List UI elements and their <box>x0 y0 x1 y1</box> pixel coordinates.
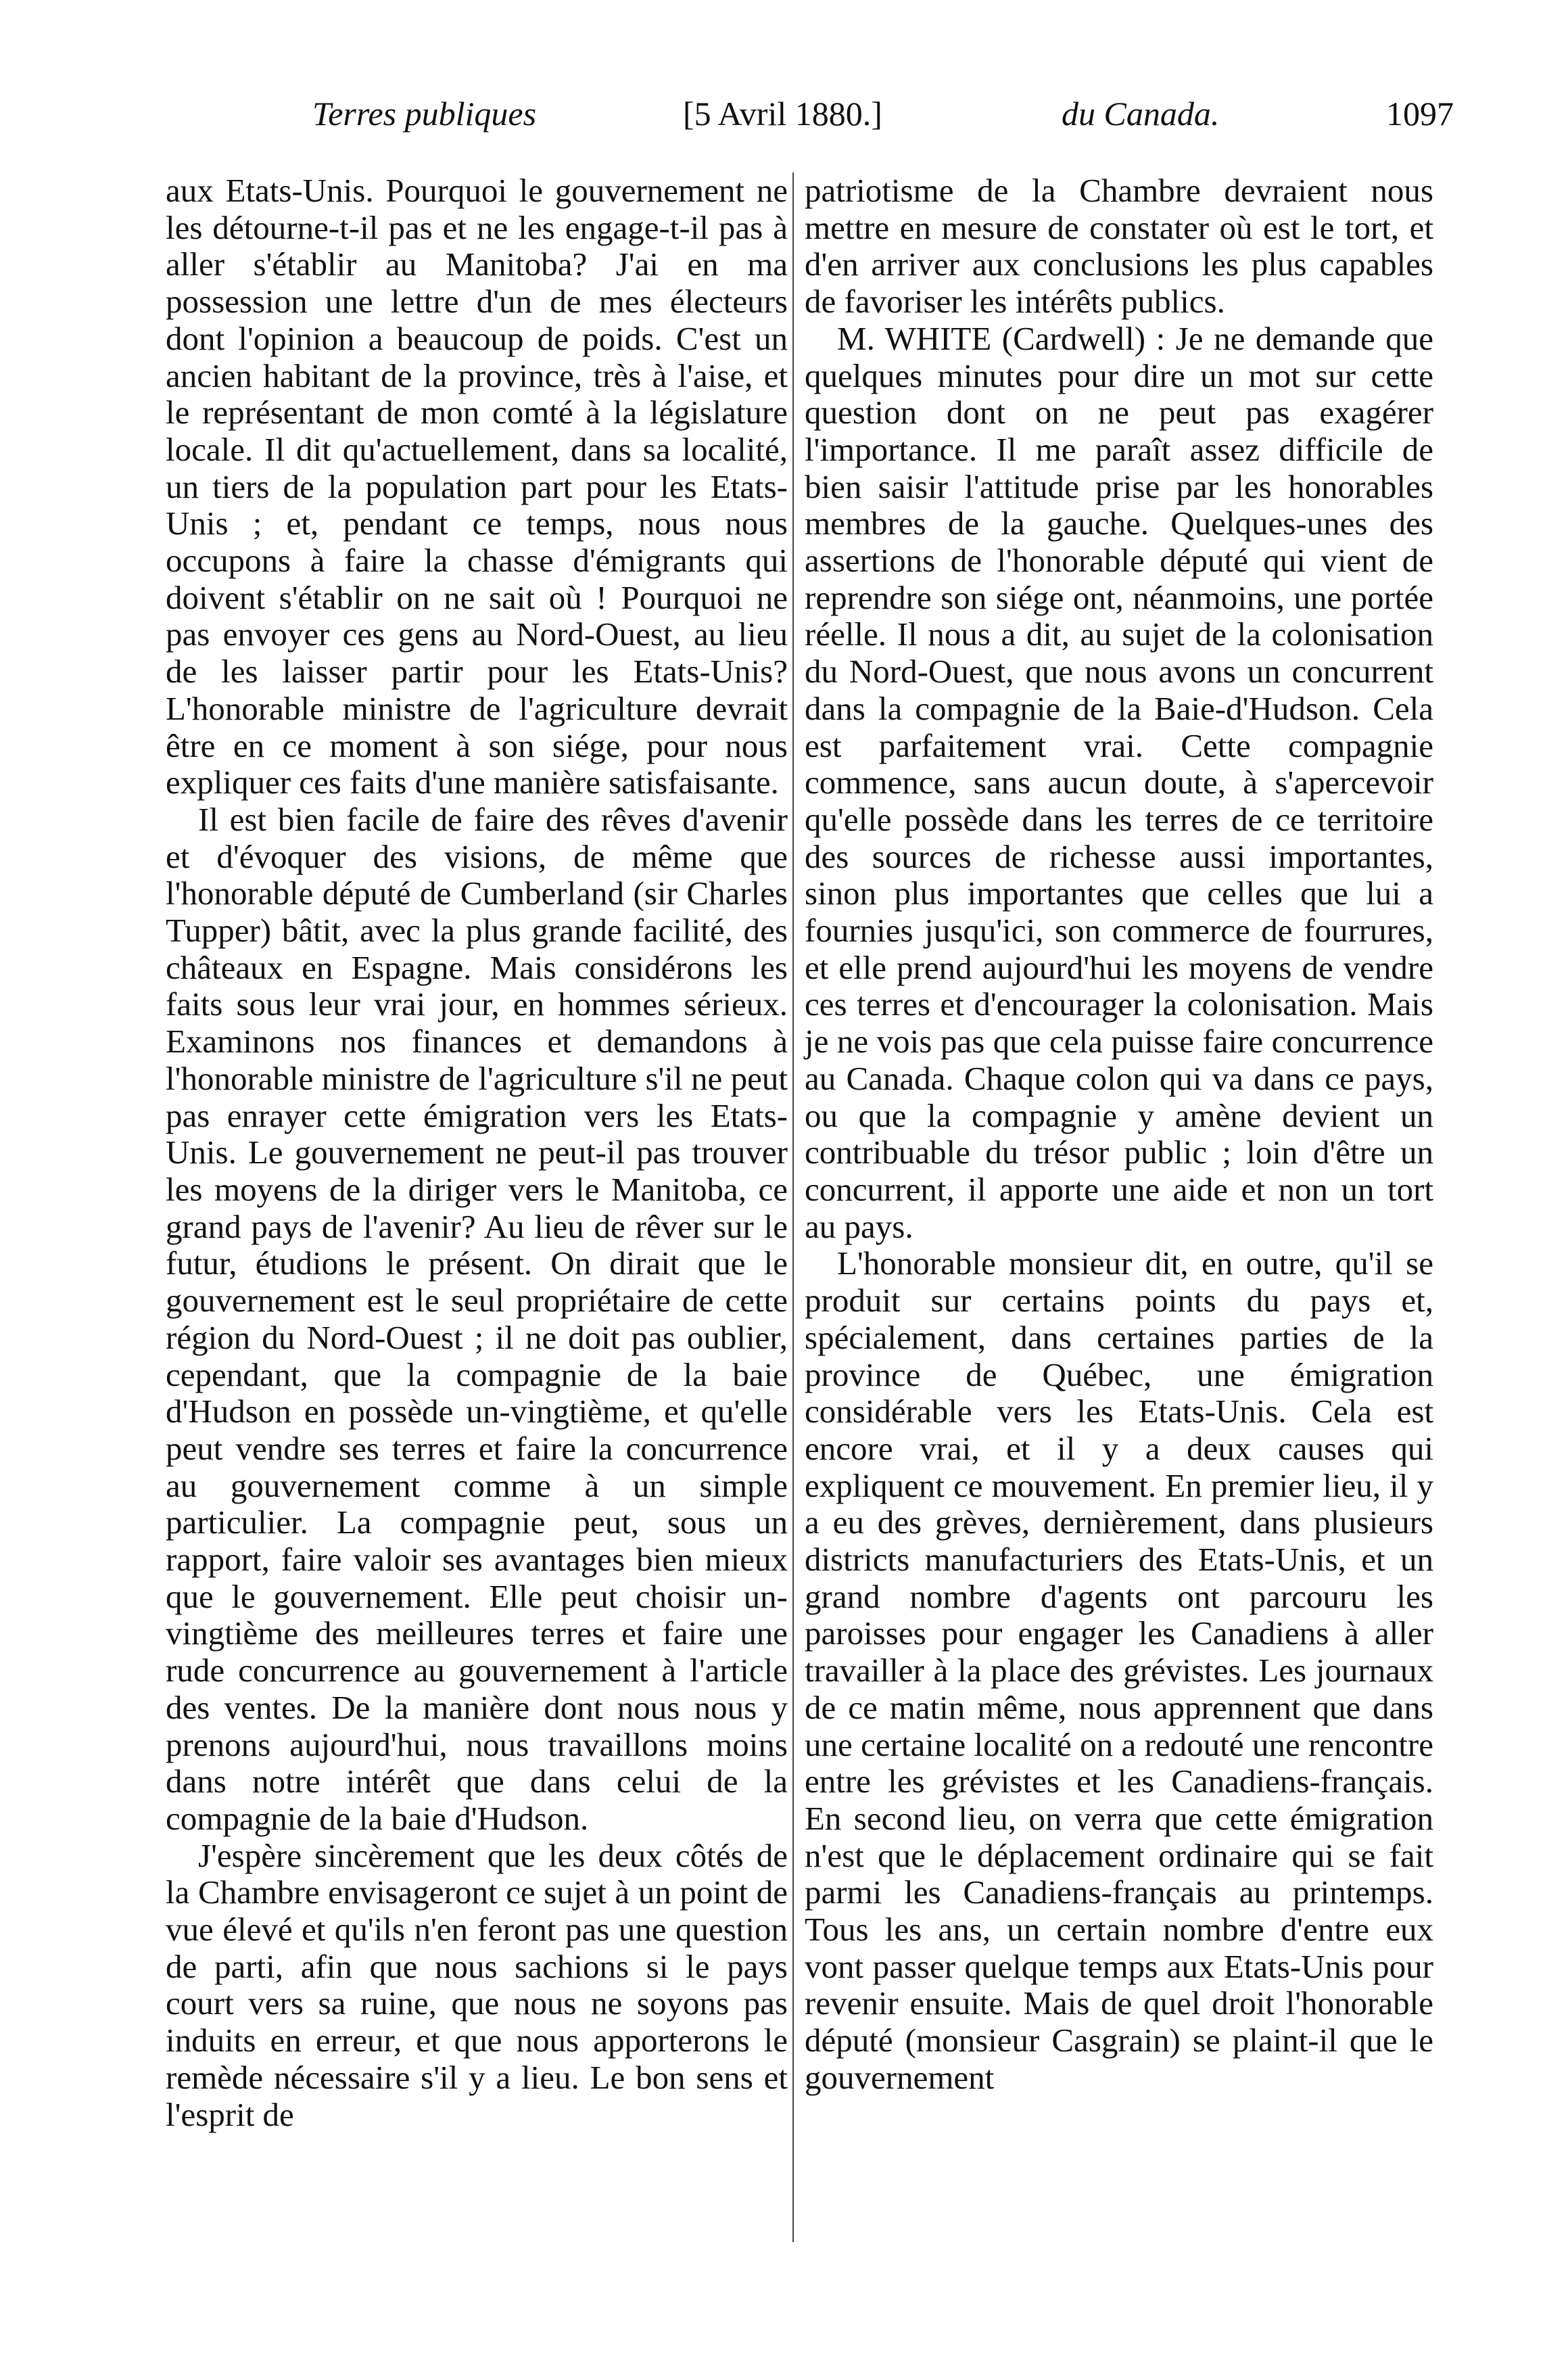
running-head-date: [5 Avril 1880.] <box>683 95 882 133</box>
paragraph: M. WHITE (Cardwell) : Je ne demande que quelques minutes pour dire un mot sur cette question dont on ne peut pas exagérer l'importance. Il me paraît assez difficile de bien saisir l'attitude prise par les honorables membres de la gauche. Quelques-unes des assertions de l'honorable député qui vient de reprendre son siége ont, néanmoins, une portée réelle. Il nous a dit, au sujet de la colonisation du Nord-Ouest, que nous avons un concurrent dans la compagnie de la Baie-d'Hudson. Cela est parfaitement vrai. Cette compagnie commence, sans aucun doute, à s'apercevoir qu'elle possède dans les terres de ce territoire des sources de richesse aussi importantes, sinon plus importantes que celles que lui a fournies jusqu'ici, son commerce de fourrures, et elle prend aujourd'hui les moyens de vendre ces terres et d'encourager la colonisation. Mais je ne vois pas que cela puisse faire concurrence au Canada. Chaque colon qui va dans ce pays, ou que la compagnie y amène devient un contribuable du trésor public ; loin d'être un concurrent, il apporte une aide et non un tort au pays. <box>805 319 1433 1245</box>
paragraph: L'honorable monsieur dit, en outre, qu'il se produit sur certains points du pays et, spécialement, dans certaines parties de la province de Québec, une émigration considérable vers les Etats-Unis. Cela est encore vrai, et il y a deux causes qui expliquent ce mouvement. En premier lieu, il y a eu des grèves, dernièrement, dans plusieurs districts manufacturiers des Etats-Unis, et un grand nombre d'agents ont parcouru les paroisses pour engager les Canadiens à aller travailler à la place des grévistes. Les journaux de ce matin même, nous apprennent que dans une certaine localité on a redouté une rencontre entre les grévistes et les Canadiens-français. En second lieu, on verra que cette émigration n'est que le déplacement ordinaire qui se fait parmi les Canadiens-français au printemps. Tous les ans, un certain nombre d'entre eux vont passer quelque temps aux Etats-Unis pour revenir ensuite. Mais de quel droit l'honorable député (monsieur Casgrain) se plaint-il que le gouvernement <box>805 1244 1433 2096</box>
paragraph: aux Etats-Unis. Pourquoi le gouvernement ne les détourne-t-il pas et ne les engage-t-il pas à aller s'établir au Manitoba? J'ai en ma possession une lettre d'un de mes électeurs dont l'opinion a beaucoup de poids. C'est un ancien habitant de la province, très à l'aise, et le représentant de mon comté à la législature locale. Il dit qu'actuellement, dans sa localité, un tiers de la population part pour les Etats-Unis ; et, pendant ce temps, nous nous occupons à faire la chasse d'émigrants qui doivent s'établir on ne sait où ! Pourquoi ne pas envoyer ces gens au Nord-Ouest, au lieu de les laisser partir pour les Etats-Unis? L'honorable ministre de l'agriculture devrait être en ce moment à son siége, pour nous expliquer ces faits d'une manière satisfaisante. <box>166 172 788 801</box>
paragraph: J'espère sincèrement que les deux côtés de la Chambre envisageront ce sujet à un point de vue élevé et qu'ils n'en feront pas une question de parti, afin que nous sachions si le pays court vers sa ruine, que nous ne soyons pas induits en erreur, et que nous apporterons le remède nécessaire s'il y a lieu. Le bon sens et l'esprit de <box>166 1836 788 2133</box>
paragraph: patriotisme de la Chambre devraient nous mettre en mesure de constater où est le tort, et d'en arriver aux conclusions les plus capables de favoriser les intérêts publics. <box>805 172 1433 321</box>
left-column <box>166 172 788 2133</box>
right-column <box>805 172 1433 2097</box>
page-number: 1097 <box>1386 95 1454 133</box>
running-head-right: du Canada. <box>1062 95 1220 133</box>
paragraph: Il est bien facile de faire des rêves d'avenir et d'évoquer des visions, de même que l'honorable député de Cumberland (sir Charles Tupper) bâtit, avec la plus grande facilité, des châteaux en Espagne. Mais considérons les faits sous leur vrai jour, en hommes sérieux. Examinons nos finances et demandons à l'honorable ministre de l'agriculture s'il ne peut pas enrayer cette émigration vers les Etats-Unis. Le gouvernement ne peut-il pas trouver les moyens de la diriger vers le Manitoba, ce grand pays de l'avenir? Au lieu de rêver sur le futur, étudions le présent. On dirait que le gouvernement est le seul propriétaire de cette région du Nord-Ouest ; il ne doit pas oublier, cependant, que la compagnie de la baie d'Hudson en possède un-vingtième, et qu'elle peut vendre ses terres et faire la concurrence au gouvernement comme à un simple particulier. La compagnie peut, sous un rapport, faire valoir ses avantages bien mieux que le gouvernement. Elle peut choisir un-vingtième des meilleures terres et faire une rude concurrence au gouvernement à l'article des ventes. De la manière dont nous nous y prenons aujourd'hui, nous travaillons moins dans notre intérêt que dans celui de la compagnie de la baie d'Hudson. <box>166 800 788 1837</box>
page-header <box>0 0 1568 135</box>
running-head-left: Terres publiques <box>312 95 537 133</box>
column-divider <box>792 172 794 2242</box>
